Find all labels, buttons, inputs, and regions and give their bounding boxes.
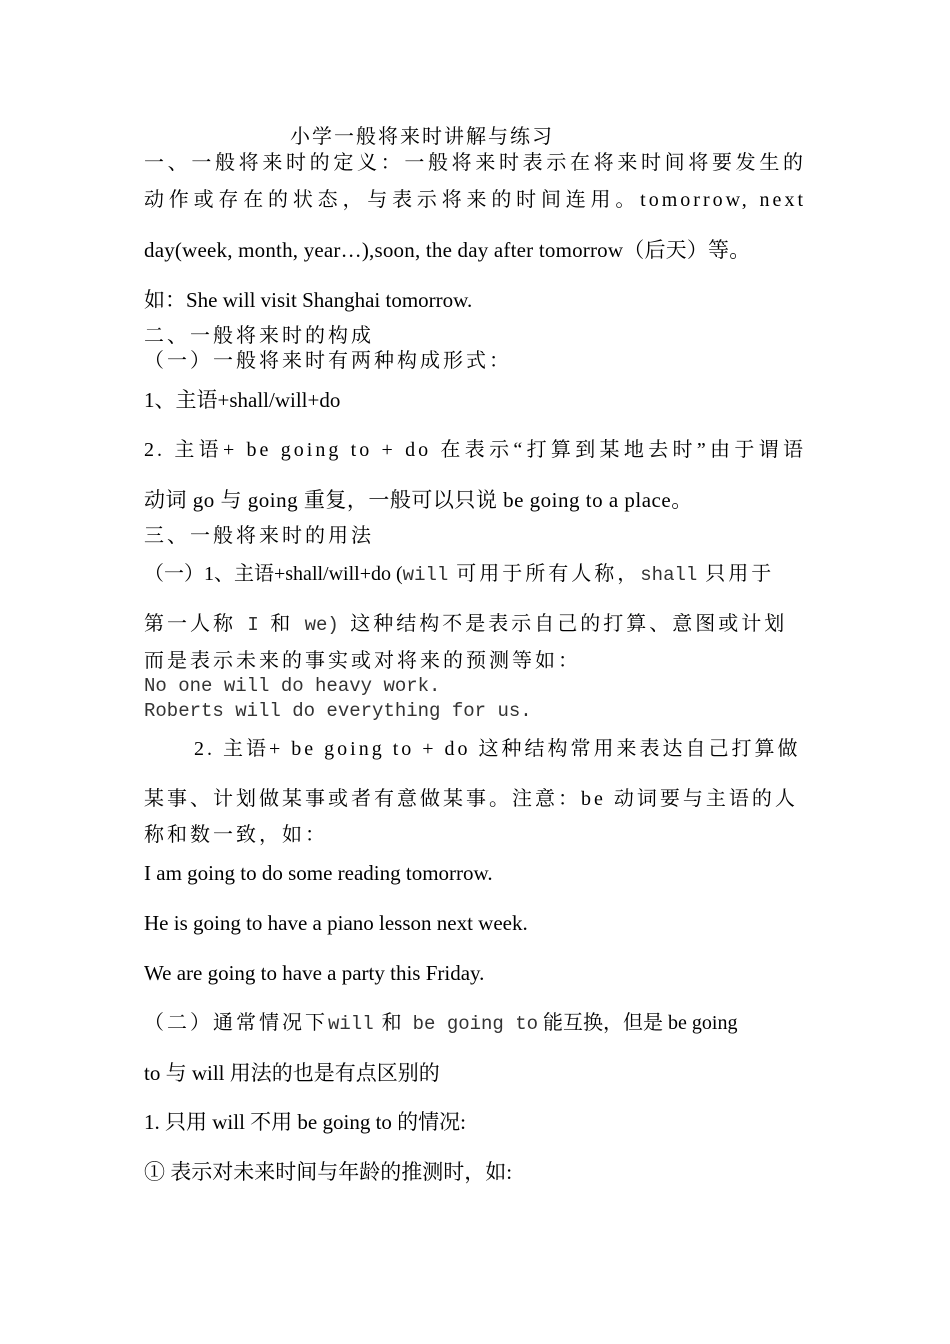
code-example-1: No one will do heavy work. [144, 675, 441, 697]
usage-1-end: 只用于 [697, 563, 775, 585]
case-1-item-1: ① 表示对未来时间与年龄的推测时，如: [144, 1160, 513, 1184]
definition-line-2: 动作或存在的状态，与表示将来的时间连用。tomorrow, next [144, 189, 806, 211]
example-sentence-3: We are going to have a party this Friday. [144, 961, 485, 985]
example-sentence-1: I am going to do some reading tomorrow. [144, 861, 493, 885]
form-1-line: 1、主语+shall/will+do [144, 388, 341, 412]
code-shall: shall [640, 564, 698, 586]
usage-1-and: 和 [270, 613, 294, 635]
usage-2-line-3: 称和数一致，如： [144, 824, 328, 846]
section-heading-3: 三、一般将来时的用法 [144, 525, 374, 547]
section-heading-2: 二、一般将来时的构成 [144, 325, 374, 347]
usage-1-explain: 这种结构不是表示自己的打算、意图或计划 [350, 613, 788, 635]
code-be-going-to: be going to [412, 1013, 539, 1035]
usage-2-line: 2. 主语+ be going to + do 这种结构常用来表达自己打算做 [194, 738, 801, 760]
definition-heading-line: 一、一般将来时的定义：一般将来时表示在将来时间将要发生的 [144, 152, 806, 174]
form-2-line: 2. 主语+ be going to + do 在表示“打算到某地去时”由于谓语 [144, 439, 806, 461]
subsection-2-line [144, 1010, 737, 1037]
code-i: I [236, 614, 271, 636]
usage-1-line-2 [144, 611, 787, 638]
usage-1-first-person: 第一人称 [144, 613, 236, 635]
example-line: 如：She will visit Shanghai tomorrow. [144, 288, 473, 312]
subsection-2-end: 能互换，但是 be going [538, 1012, 738, 1034]
subsection-heading-1: （一）一般将来时有两种构成形式： [144, 350, 512, 372]
usage-1-line-3: 而是表示未来的事实或对将来的预测等如： [144, 650, 581, 672]
subsection-2-and: 和 [373, 1012, 413, 1034]
usage-2-line-2: 某事、计划做某事或者有意做某事。注意：be 动词要与主语的人 [144, 788, 798, 810]
code-we: we) [293, 614, 351, 636]
code-will-2: will [328, 1013, 374, 1035]
example-sentence-2: He is going to have a piano lesson next week. [144, 911, 528, 935]
subsection-2-prefix: （二）通常情况下 [144, 1012, 328, 1034]
usage-1-prefix: （一）1、主语+shall/will+do ( [144, 563, 403, 585]
code-example-2: Roberts will do everything for us. [144, 700, 532, 722]
form-2-line-2: 动词 go 与 going 重复，一般可以只说 be going to a place。 [144, 488, 693, 512]
usage-1-mid: 可用于所有人称， [448, 563, 641, 585]
case-1-heading: 1. 只用 will 不用 be going to 的情况: [144, 1110, 466, 1134]
definition-line-3: day(week, month, year…),soon, the day after tomorrow（后天）等。 [144, 238, 751, 262]
usage-1-line [144, 561, 806, 588]
page-title: 小学一般将来时讲解与练习 [290, 126, 554, 148]
code-will: will [402, 564, 449, 586]
subsection-2-line-2: to 与 will 用法的也是有点区别的 [144, 1061, 440, 1085]
